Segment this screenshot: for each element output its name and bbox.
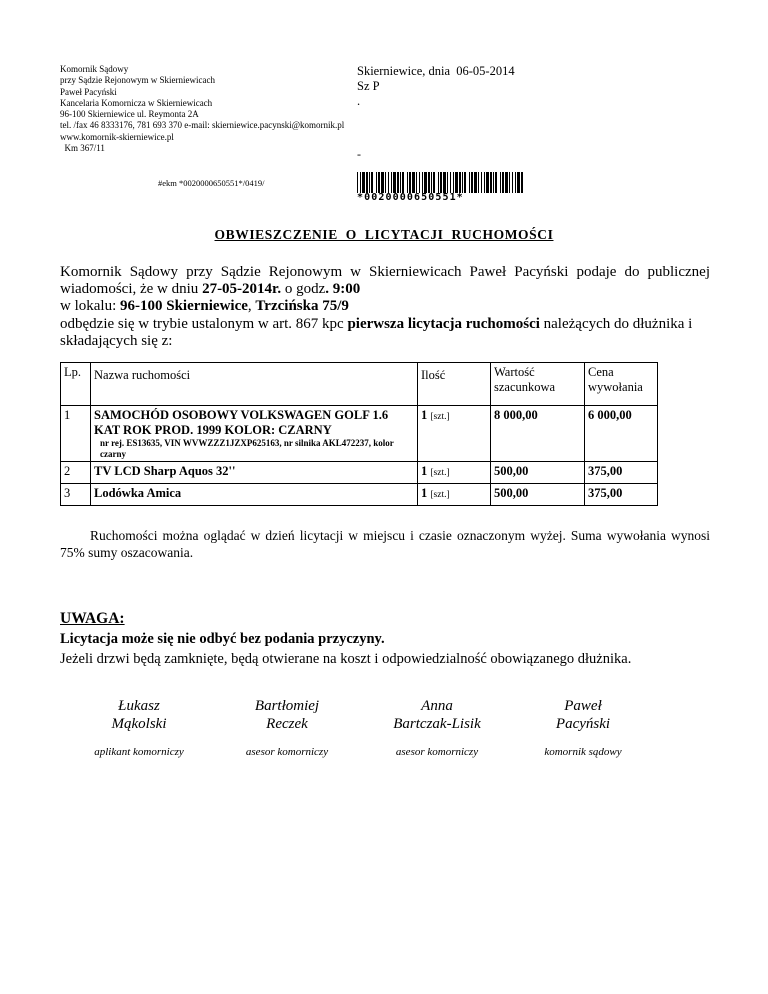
- row-value: [491, 406, 585, 462]
- header-line: www.komornik-skierniewice.pl: [60, 131, 174, 142]
- place-date: Skierniewice, dnia 06-05-2014: [357, 64, 515, 78]
- table-row: [61, 462, 658, 484]
- signer-first-name: Bartłomiej: [254, 698, 320, 714]
- qty-unit: [szt.]: [430, 412, 450, 422]
- item-name: TV LCD Sharp Aquos 32'': [94, 464, 236, 478]
- signer-role: asesor komorniczy: [395, 746, 479, 758]
- qty-value: 1: [421, 464, 428, 478]
- table-header-row: [61, 363, 658, 406]
- intro-line-1: Komornik Sądowy przy Sądzie Rejonowym w Skierniewicach Paweł Pacyński podaje do publicznej: [60, 264, 710, 280]
- item-name: Lodówka Amica: [94, 486, 182, 500]
- auction-city: 96-100 Skierniewice: [120, 298, 248, 315]
- items-table: [60, 362, 658, 506]
- reference: Sz P: [357, 79, 380, 93]
- barcode-text: *0020000650551*: [357, 193, 525, 203]
- header-line: Kancelaria Komornicza w Skierniewicach: [60, 97, 213, 108]
- price-amount: 375,00: [588, 464, 623, 478]
- signer-first-name: Anna: [421, 698, 453, 714]
- row-name: [91, 406, 418, 462]
- intro-text: ,: [247, 298, 256, 315]
- header-name: Nazwa ruchomości: [91, 363, 418, 406]
- signer-role: komornik sądowy: [544, 746, 622, 758]
- row-value: [491, 462, 585, 484]
- warning-heading: UWAGA:: [60, 610, 125, 627]
- row-price: [585, 462, 658, 484]
- bailiff-header: [60, 64, 344, 154]
- qty-unit: [szt.]: [430, 490, 450, 500]
- auction-street: Trzcińska 75/9: [255, 298, 349, 315]
- signer-first-name: Łukasz: [118, 698, 160, 714]
- place-date-block: [357, 64, 515, 109]
- value-amount: 500,00: [494, 464, 529, 478]
- ekm-code: #ekm *0020000650551*/0419/: [158, 178, 265, 188]
- item-name: SAMOCHÓD OSOBOWY VOLKSWAGEN GOLF 1.6 KAT ROK PROD. 1999 KOLOR: CZARNY: [94, 408, 389, 437]
- intro-paragraph: [60, 264, 710, 350]
- intro-line-5: składających się z:: [60, 332, 173, 349]
- intro-text: należących do dłużnika i: [539, 315, 693, 332]
- row-lp: 2: [61, 462, 91, 484]
- value-amount: 8 000,00: [494, 408, 538, 422]
- dash-mark: -: [357, 147, 361, 161]
- header-line: Paweł Pacyński: [60, 86, 117, 97]
- signer-role: asesor komorniczy: [245, 746, 329, 758]
- qty-value: 1: [421, 486, 428, 500]
- header-line: przy Sądzie Rejonowym w Skierniewicach: [60, 75, 215, 86]
- barcode: [357, 172, 525, 202]
- signer-first-name: Paweł: [564, 698, 602, 714]
- row-name: [91, 484, 418, 506]
- row-name: [91, 462, 418, 484]
- row-qty: [418, 462, 491, 484]
- signature-block: [64, 697, 214, 758]
- auction-type: pierwsza licytacja ruchomości: [347, 315, 540, 332]
- header-line: tel. /fax 46 8333176, 781 693 370 e-mail: skierniewice.pacynski@komornik.pl: [60, 120, 345, 131]
- signature-block: [362, 697, 512, 758]
- row-value: [491, 484, 585, 506]
- warning-line-1: Licytacja może się nie odbyć bez podania przyczyny.: [60, 631, 385, 647]
- header-line: 96-100 Skierniewice ul. Reymonta 2A: [60, 109, 199, 120]
- qty-value: 1: [421, 408, 428, 422]
- case-number: Km 367/11: [60, 143, 105, 154]
- row-price: [585, 406, 658, 462]
- signer-last-name: Reczek: [266, 716, 308, 732]
- table-row: [61, 484, 658, 506]
- row-price: [585, 484, 658, 506]
- intro-line-4: [60, 316, 710, 333]
- signer-last-name: Pacyński: [555, 716, 611, 732]
- signature-block: [212, 697, 362, 758]
- row-lp: 1: [61, 406, 91, 462]
- intro-text: w lokalu:: [60, 298, 120, 315]
- intro-line-3: [60, 298, 710, 315]
- item-detail: nr rej. ES13635, VIN WVWZZZ1JZXP625163, nr silnika AKL472237, kolor czarny: [100, 438, 394, 459]
- intro-text: odbędzie się w trybie ustalonym w art. 867 kpc: [60, 315, 348, 332]
- auction-time: . 9:00: [325, 281, 361, 298]
- table-row: [61, 406, 658, 462]
- intro-line-2: [60, 281, 710, 298]
- row-qty: [418, 406, 491, 462]
- signer-role: aplikant komorniczy: [94, 746, 184, 758]
- value-amount: 500,00: [494, 486, 529, 500]
- row-qty: [418, 484, 491, 506]
- intro-text: wiadomości, że w dniu: [60, 281, 203, 298]
- header-qty: Ilość: [418, 363, 491, 406]
- price-amount: 375,00: [588, 486, 623, 500]
- price-amount: 6 000,00: [588, 408, 632, 422]
- dot-mark: .: [357, 94, 361, 108]
- row-lp: 3: [61, 484, 91, 506]
- page-title: OBWIESZCZENIE O LICYTACJI RUCHOMOŚCI: [214, 227, 554, 242]
- warning-line-2: Jeżeli drzwi będą zamknięte, będą otwierane na koszt i odpowiedzialność obowiązanego dłużnika.: [60, 651, 632, 667]
- intro-text: o godz: [281, 281, 326, 298]
- header-value: Wartość szacunkowa: [491, 363, 585, 406]
- header-lp: Lp.: [61, 363, 91, 406]
- header-line: Komornik Sądowy: [60, 64, 129, 74]
- barcode-bars: [357, 172, 525, 194]
- signature-block: [508, 697, 658, 758]
- header-price: Cena wywołania: [585, 363, 658, 406]
- viewing-note: Ruchomości można oglądać w dzień licytacji w miejscu i czasie oznaczonym wyżej. Suma wywołania wynosi 75% sumy oszacowania.: [60, 528, 710, 560]
- qty-unit: [szt.]: [430, 468, 450, 478]
- auction-date: 27-05-2014r.: [202, 281, 282, 298]
- signer-last-name: Bartczak-Lisik: [393, 716, 481, 732]
- signer-last-name: Mąkolski: [111, 716, 167, 732]
